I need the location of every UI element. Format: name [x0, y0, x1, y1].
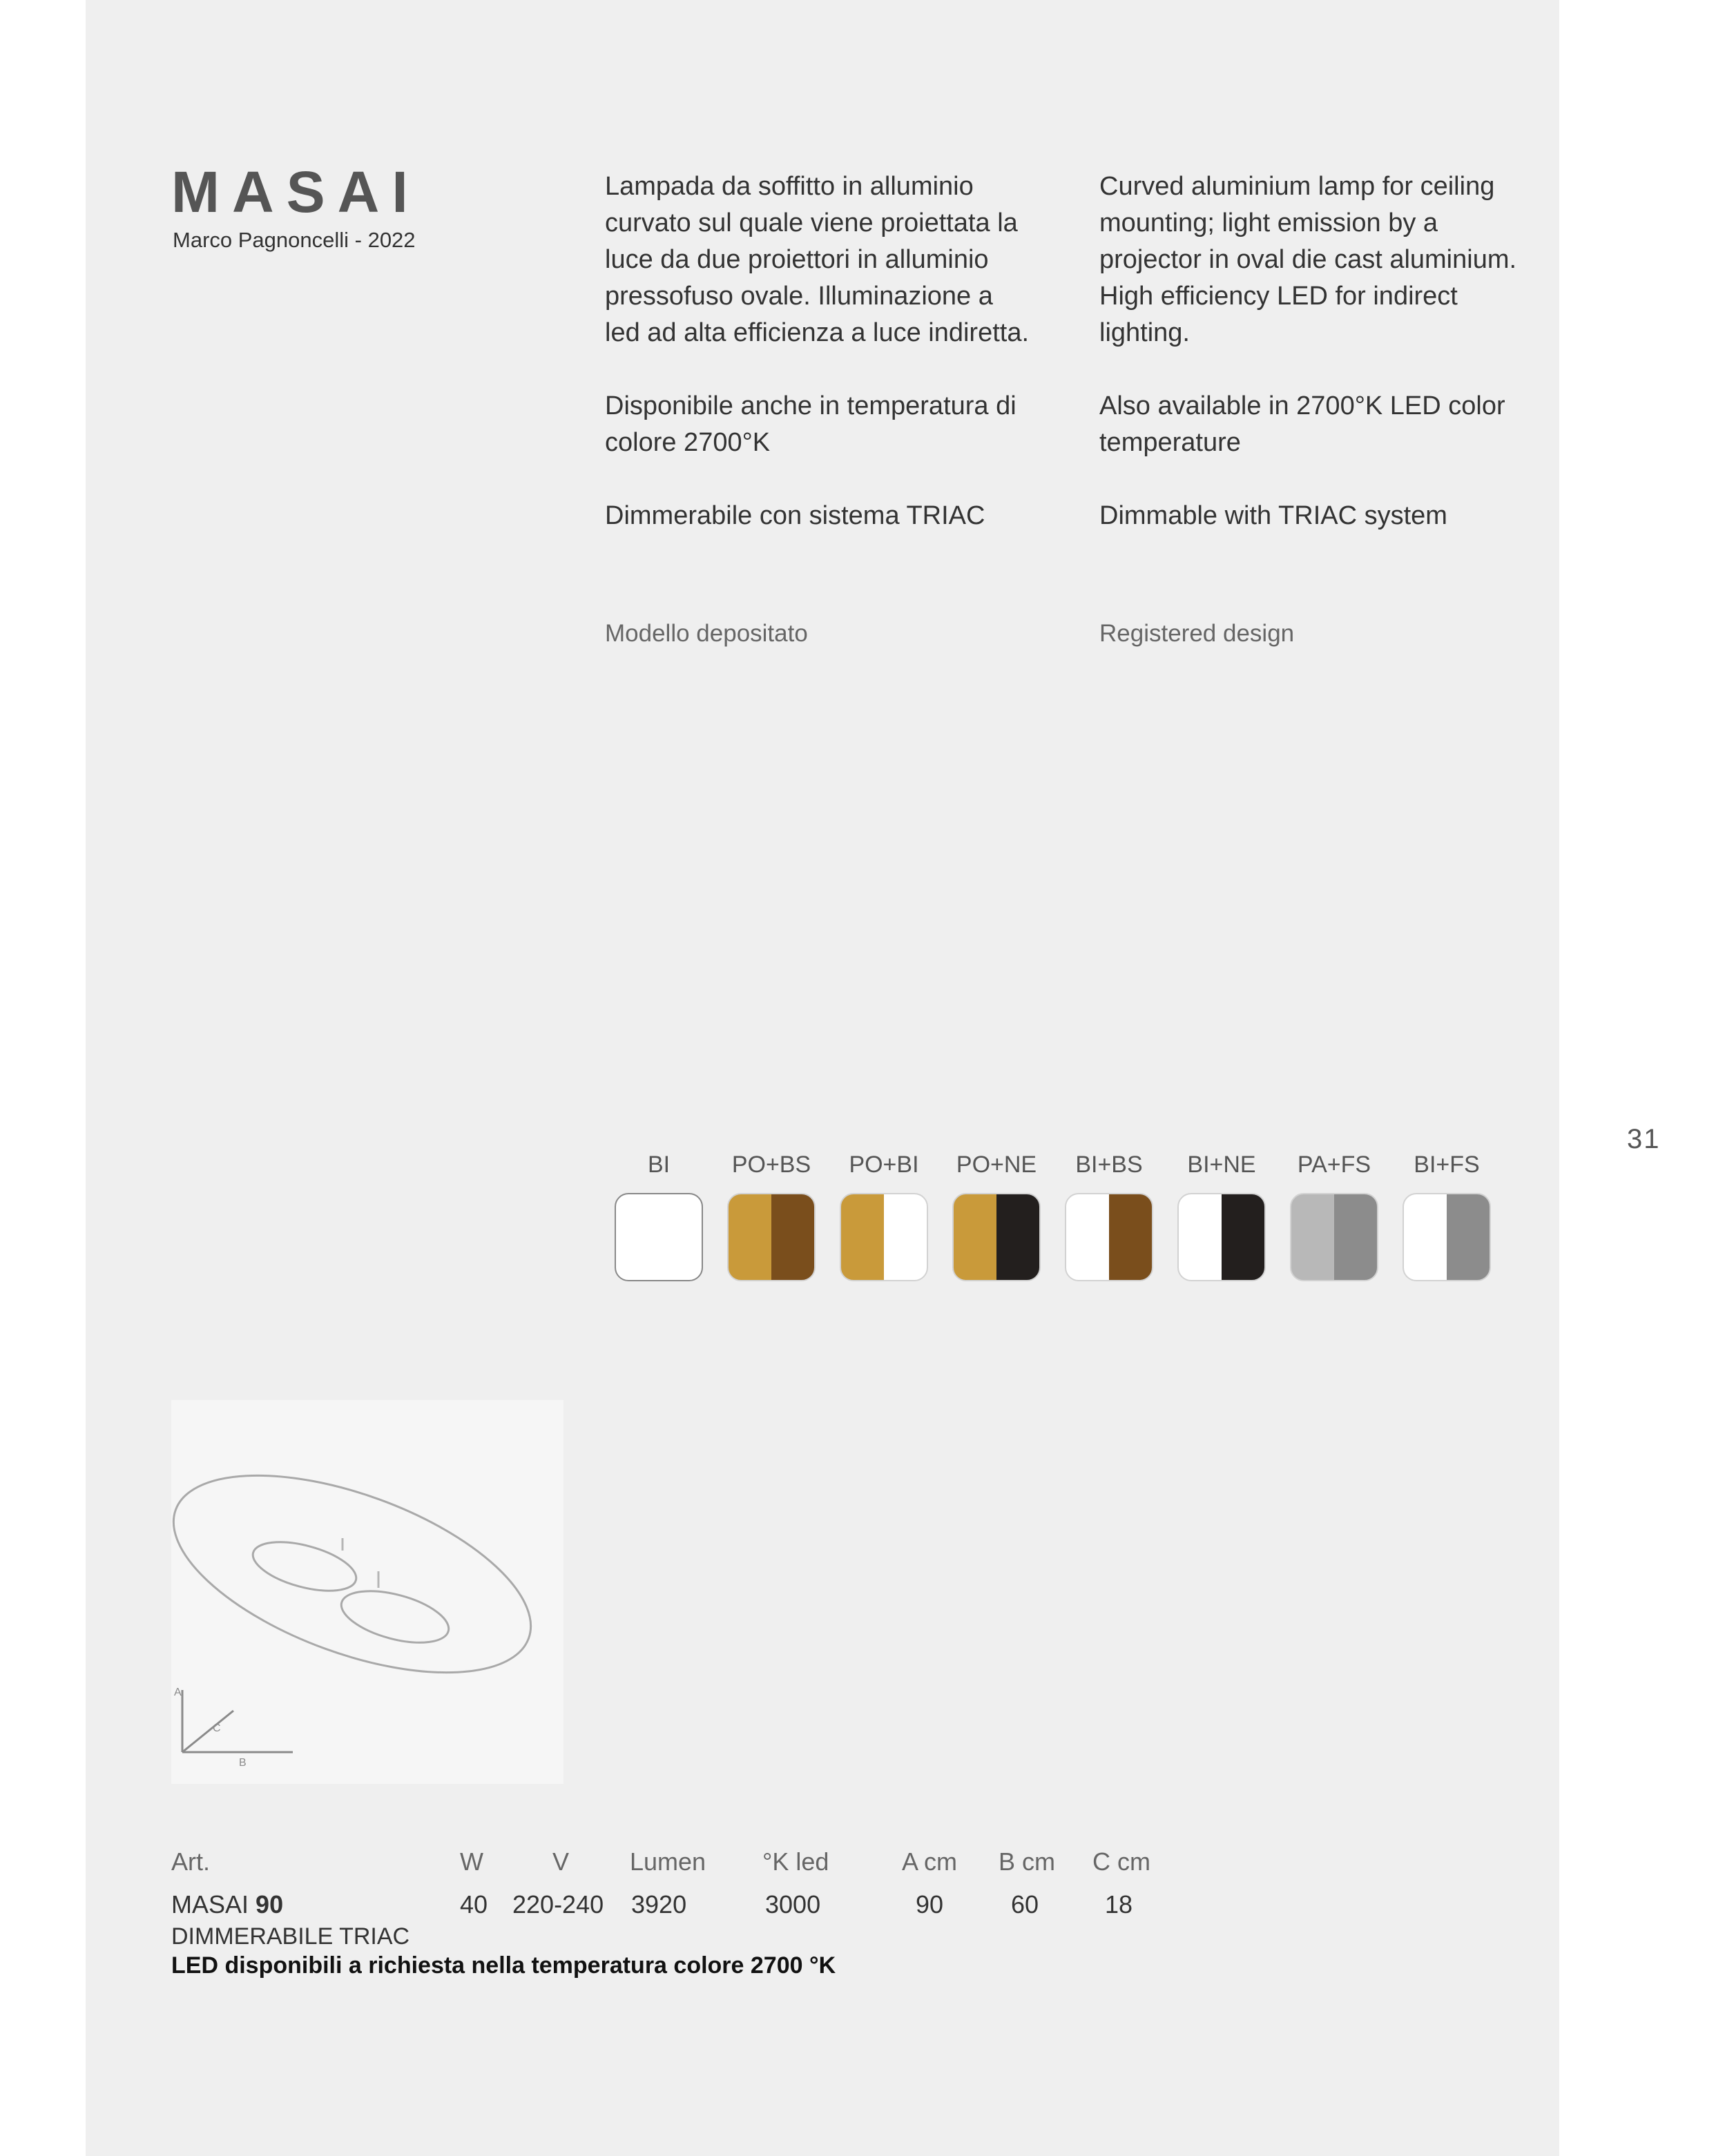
description-it-paragraph-3: Dimmerabile con sistema TRIAC — [605, 501, 985, 530]
finish-label: BI — [647, 1152, 671, 1178]
axis-b-label: B — [239, 1757, 247, 1769]
description-en-paragraph-3: Dimmable with TRIAC system — [1099, 501, 1447, 530]
finish-swatch — [727, 1193, 816, 1281]
axis-a-label: A — [174, 1687, 182, 1698]
finish-label: BI+FS — [1414, 1152, 1480, 1178]
technical-drawing — [171, 1400, 563, 1784]
finish-po-bi — [840, 1152, 928, 1186]
page-number: 31 — [1627, 1124, 1661, 1154]
outer-shade-outline — [171, 1435, 556, 1713]
finish-swatch — [1403, 1193, 1491, 1281]
cell-watt: 40 — [460, 1890, 488, 1919]
registered-design-it: Modello depositato — [605, 620, 808, 647]
cell-volt: 220-240 — [512, 1890, 604, 1919]
cell-c-cm: 18 — [1105, 1890, 1133, 1919]
cell-b-cm: 60 — [1011, 1890, 1039, 1919]
finish-po-ne — [952, 1152, 1041, 1186]
designer-credit: Marco Pagnoncelli - 2022 — [173, 228, 416, 252]
cell-art — [171, 1890, 283, 1919]
header-watt: W — [460, 1847, 483, 1876]
finish-swatch — [1065, 1193, 1153, 1281]
description-it-paragraph-1: Lampada da soffitto in alluminio curvato sul quale viene proiettata la luce da due proiettori in alluminio pressofuso ovale. Illuminazione a led ad alta efficienza a luce indiretta. — [605, 172, 1030, 347]
axis-c-line — [182, 1711, 233, 1752]
description-italian — [605, 168, 1033, 571]
cell-lumen: 3920 — [631, 1890, 687, 1919]
registered-design-en: Registered design — [1099, 620, 1295, 647]
finish-swatch — [1290, 1193, 1378, 1281]
header-kelvin: °K led — [762, 1847, 829, 1876]
description-en-paragraph-2: Also available in 2700°K LED color temperature — [1099, 391, 1505, 457]
finish-label: PO+BS — [731, 1152, 811, 1178]
art-size: 90 — [256, 1890, 284, 1919]
finish-label: PO+BI — [849, 1152, 919, 1178]
description-it-paragraph-2: Disponibile anche in temperatura di colore 2700°K — [605, 391, 1016, 457]
finish-label: PA+FS — [1297, 1152, 1371, 1178]
finish-swatch — [840, 1193, 928, 1281]
axis-c-label: C — [213, 1722, 221, 1734]
header-volt: V — [552, 1847, 570, 1876]
finish-bi-ne — [1177, 1152, 1266, 1186]
finish-pa-fs — [1290, 1152, 1378, 1186]
cell-a-cm: 90 — [916, 1890, 944, 1919]
finish-swatch — [1177, 1193, 1266, 1281]
header-lumen: Lumen — [630, 1847, 706, 1876]
finish-bi-fs — [1403, 1152, 1491, 1186]
note-led-availability: LED disponibili a richiesta nella temperatura colore 2700 °K — [171, 1952, 836, 1979]
finish-label: PO+NE — [956, 1152, 1037, 1178]
header-art: Art. — [171, 1847, 211, 1876]
finish-swatch — [952, 1193, 1041, 1281]
header-c-cm: C cm — [1092, 1847, 1150, 1876]
product-title: MASAI — [171, 159, 421, 224]
header-b-cm: B cm — [999, 1847, 1056, 1876]
note-dimmable: DIMMERABILE TRIAC — [171, 1923, 410, 1950]
description-english — [1099, 168, 1528, 571]
header-a-cm: A cm — [902, 1847, 958, 1876]
finish-po-bs — [727, 1152, 816, 1186]
projector-left-outline — [248, 1533, 361, 1600]
finish-bi — [615, 1152, 703, 1186]
cell-kelvin: 3000 — [765, 1890, 821, 1919]
lamp-line-drawing — [171, 1400, 563, 1784]
description-en-paragraph-1: Curved aluminium lamp for ceiling mounting; light emission by a projector in oval die cast aluminium. High efficiency LED for indirect lighting. — [1099, 172, 1517, 347]
finish-swatch — [615, 1193, 703, 1281]
projector-right-outline — [336, 1581, 454, 1652]
finish-label: BI+BS — [1075, 1152, 1143, 1178]
finish-label: BI+NE — [1187, 1152, 1256, 1178]
finish-bi-bs — [1065, 1152, 1153, 1186]
art-name: MASAI — [171, 1890, 249, 1919]
